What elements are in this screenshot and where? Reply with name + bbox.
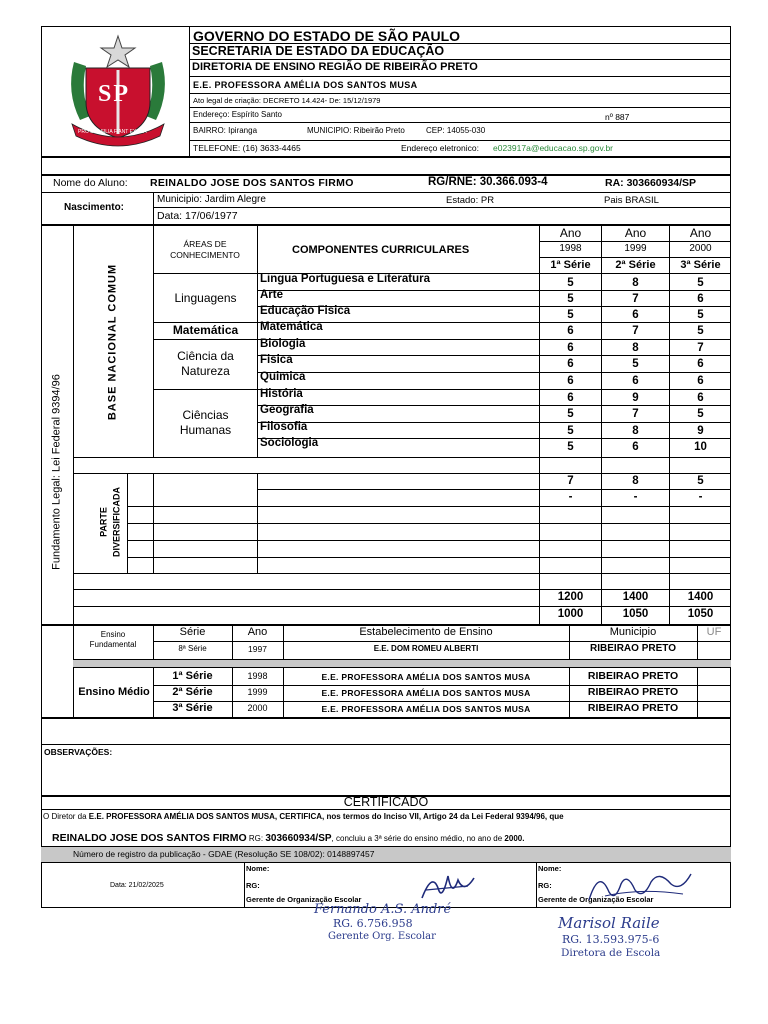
total-1-3: 1400 [687, 591, 714, 603]
area-label-4-1: Ciências [182, 408, 229, 422]
grade-4-2: 7 [632, 325, 639, 337]
student-rg: RG/RNE: 30.366.093-4 [428, 176, 548, 188]
grade-2-2: 7 [632, 293, 639, 305]
grade-8-2: 9 [632, 392, 639, 404]
area-label-4-2: Humanas [179, 423, 232, 437]
certificate-school: E.E. PROFESSORA AMÉLIA DOS SANTOS MUSA, CERTIFICA, nos termos do Inciso VII, Artigo 24 da Lei Federal 9394/96, que [88, 812, 564, 821]
subject-6: Fisica [260, 354, 293, 366]
observacoes-box [41, 718, 731, 796]
grade-7-2: 6 [632, 375, 639, 387]
grade-10-3: 9 [697, 425, 704, 437]
fund-ano: 1997 [248, 644, 267, 654]
stamp2-role: Diretora de Escola [561, 947, 661, 959]
sig1-gerente-label: Gerente de Organização Escolar [246, 895, 362, 904]
medio-escola-3: E.E. PROFESSORA AMÉLIA DOS SANTOS MUSA [321, 704, 531, 714]
subject-2: Arte [260, 289, 284, 301]
medio-ano-1: 1998 [247, 671, 268, 681]
uf-header: UF [706, 626, 722, 638]
serie-header: Série [179, 626, 206, 638]
separator-bar [73, 659, 731, 668]
signature-2-icon [585, 866, 695, 906]
subject-7: Quimica [260, 371, 306, 383]
medio-serie-3: 3ª Série [172, 702, 213, 714]
year-2: 1999 [624, 243, 647, 254]
ano-header-2: Ano [624, 226, 647, 240]
grade-4-1: 6 [567, 325, 574, 337]
certificate-line1 [43, 813, 564, 821]
stamp1-name: Fernando A.S. André [314, 902, 452, 917]
grade-9-2: 7 [632, 408, 639, 420]
grade-5-1: 6 [567, 342, 574, 354]
birth-municipio: Municipio: Jardim Alegre [157, 194, 266, 205]
grade-3-2: 6 [632, 309, 639, 321]
stamp1-role: Gerente Org. Escolar [328, 931, 436, 942]
grade-8-1: 6 [567, 392, 574, 404]
fundamental-label-2: Fundamental [89, 640, 137, 649]
crest-motto: PRO BRASILIA FIANT EXIMIA [78, 129, 147, 135]
certificate-title: CERTIFICADO [343, 795, 429, 809]
secretaria-title: SECRETARIA DE ESTADO DA EDUCAÇÃO [192, 44, 445, 58]
area-label-2-1: Matemática [172, 323, 239, 337]
grade-2-3: 6 [697, 293, 704, 305]
email-label: Endereço eletronico: [401, 143, 479, 153]
grade-7-3: 6 [697, 375, 704, 387]
ano-header-1: Ano [559, 226, 582, 240]
municipio: MUNICIPIO: Ribeirão Preto [307, 126, 405, 135]
spacer-box [41, 157, 731, 175]
diversificada-1-3: 5 [697, 475, 704, 487]
address: Endereço: Espírito Santo [193, 110, 282, 119]
certificate-rg-label: RG: [248, 834, 264, 843]
area-label-1-1: Linguagens [174, 290, 237, 305]
total-2-1: 1000 [557, 608, 584, 620]
stamp2-name: Marisol Raile [558, 914, 660, 932]
birth-pais: Pais BRASIL [604, 195, 659, 206]
areas-header-1: ÁREAS DE [183, 239, 227, 249]
diversificada-1-1: 7 [567, 475, 574, 487]
grade-3-1: 5 [567, 309, 574, 321]
medio-serie-2: 2ª Série [172, 686, 213, 698]
medio-ano-3: 2000 [247, 703, 268, 713]
certificate-conclusion: , concluiu a 3ª série do ensino médio, no ano de [331, 834, 503, 843]
subject-5: Biologia [260, 338, 306, 350]
grade-11-1: 5 [567, 441, 574, 453]
certificate-student-name: REINALDO JOSE DOS SANTOS FIRMO [52, 832, 247, 844]
serie-1: 1ª Série [550, 259, 591, 271]
fund-escola: E.E. DOM ROMEU ALBERTI [373, 644, 479, 653]
grade-2-1: 5 [567, 293, 574, 305]
year-1: 1998 [559, 243, 582, 254]
telefone: TELEFONE: (16) 3633-4465 [193, 143, 301, 153]
school-name: E.E. PROFESSORA AMÉLIA DOS SANTOS MUSA [193, 80, 418, 90]
medio-escola-2: E.E. PROFESSORA AMÉLIA DOS SANTOS MUSA [321, 688, 531, 698]
diretoria-title: DIRETORIA DE ENSINO REGIÃO DE RIBEIRÃO PRETO [192, 61, 478, 73]
grade-9-1: 5 [567, 408, 574, 420]
medio-label: Ensino Médio [78, 686, 150, 698]
diversificada-1-2: 8 [632, 475, 639, 487]
sao-paulo-crest-icon [60, 32, 176, 150]
parte-diversificada-2: DIVERSIFICADA [111, 486, 122, 558]
grade-6-1: 6 [567, 358, 574, 370]
subject-9: Geografia [260, 404, 314, 416]
signature-date: Data: 21/02/2025 [110, 882, 164, 889]
total-2-2: 1050 [622, 608, 649, 620]
medio-municipio-3: RIBEIRAO PRETO [587, 702, 679, 714]
birth-label: Nascimento: [64, 202, 125, 213]
area-label-3-1: Ciência da [177, 349, 234, 363]
medio-ano-2: 1999 [247, 687, 268, 697]
certificate-pre: O Diretor da [43, 812, 89, 821]
subject-10: Filosofia [260, 421, 308, 433]
estabelecimento-header: Estabelecimento de Ensino [359, 626, 493, 638]
total-1-1: 1200 [557, 591, 584, 603]
diversificada-2-3: - [698, 491, 703, 503]
grade-10-2: 8 [632, 425, 639, 437]
observacoes-label: OBSERVAÇÕES: [44, 747, 113, 757]
total-1-2: 1400 [622, 591, 649, 603]
sig2-gerente-label: Gerente de Organização Escolar [538, 895, 654, 904]
grade-7-1: 6 [567, 375, 574, 387]
fundamental-label-1: Ensino [100, 630, 126, 639]
total-2-3: 1050 [687, 608, 714, 620]
ano-header-3: Ano [689, 226, 712, 240]
areas-header-2: CONHECIMENTO [170, 250, 240, 260]
grade-11-2: 6 [632, 441, 639, 453]
cep: CEP: 14055-030 [426, 126, 486, 135]
fundamento-legal: Fundamento Legal: Lei Federal 9394/96 [50, 374, 63, 570]
fund-serie: 8ª Série [178, 644, 207, 653]
grade-1-2: 8 [632, 277, 639, 289]
subject-8: História [260, 388, 303, 400]
serie-3: 3ª Série [680, 259, 721, 271]
student-ra: RA: 303660934/SP [605, 177, 697, 189]
stamp2-rg: RG. 13.593.975-6 [562, 933, 660, 946]
area-label-3-2: Natureza [181, 364, 230, 378]
sig2-nome-label: Nome: [538, 864, 562, 873]
certificate-year: 2000. [504, 834, 525, 843]
address-number: nº 887 [605, 112, 630, 122]
email-link[interactable]: e023917a@educacao.sp.gov.br [493, 143, 614, 153]
ato-legal: Ato legal de criação: DECRETO 14.424- De: 15/12/1979 [193, 96, 381, 105]
sig1-nome-label: Nome: [246, 864, 270, 873]
componentes-header: COMPONENTES CURRICULARES [292, 244, 470, 256]
fund-municipio: RIBEIRAO PRETO [590, 643, 676, 654]
registro-text: Número de registro da publicação - GDAE (Resolução SE 108/02): 0148897457 [73, 849, 375, 859]
diversificada-2-2: - [633, 491, 638, 503]
crest-letters: SP [98, 81, 131, 107]
parte-diversificada-1: PARTE [98, 507, 109, 537]
grade-8-3: 6 [697, 392, 704, 404]
sig1-rg-label: RG: [246, 881, 260, 890]
grade-6-2: 5 [632, 358, 639, 370]
medio-serie-1: 1ª Série [172, 670, 213, 682]
base-nacional-comum: BASE NACIONAL COMUM [106, 263, 119, 421]
grade-4-3: 5 [697, 325, 704, 337]
municipio-header: Municipio [609, 626, 657, 638]
medio-municipio-2: RIBEIRAO PRETO [587, 686, 679, 698]
diversificada-2-1: - [568, 491, 573, 503]
grade-5-2: 8 [632, 342, 639, 354]
grade-10-1: 5 [567, 425, 574, 437]
grade-1-1: 5 [567, 277, 574, 289]
certificate-line2 [52, 833, 524, 844]
year-3: 2000 [689, 243, 712, 254]
birth-estado: Estado: PR [446, 195, 495, 206]
subject-1: Lingua Portuguesa e Literatura [260, 273, 430, 285]
sig2-rg-label: RG: [538, 881, 552, 890]
bairro: BAIRRO: Ipiranga [193, 126, 258, 135]
grade-1-3: 5 [697, 277, 704, 289]
government-title: GOVERNO DO ESTADO DE SÃO PAULO [193, 28, 461, 44]
medio-municipio-1: RIBEIRAO PRETO [587, 670, 679, 682]
grade-6-3: 6 [697, 358, 704, 370]
birth-date: Data: 17/06/1977 [157, 210, 238, 222]
signature-1-icon [418, 868, 478, 906]
stamp1-rg: RG. 6.756.958 [333, 917, 413, 930]
subject-11: Sociologia [260, 437, 319, 449]
medio-escola-1: E.E. PROFESSORA AMÉLIA DOS SANTOS MUSA [321, 672, 531, 682]
serie-2: 2ª Série [615, 259, 656, 271]
ano-header: Ano [247, 626, 268, 638]
grade-11-3: 10 [694, 441, 707, 453]
student-name-label: Nome do Aluno: [53, 177, 128, 189]
student-name: REINALDO JOSE DOS SANTOS FIRMO [150, 177, 354, 189]
grade-9-3: 5 [697, 408, 704, 420]
subject-3: Educação Fisica [260, 305, 351, 317]
grade-5-3: 7 [697, 342, 704, 354]
certificate-rg: 303660934/SP [265, 833, 332, 844]
subject-4: Matemática [260, 321, 323, 333]
grade-3-3: 5 [697, 309, 704, 321]
